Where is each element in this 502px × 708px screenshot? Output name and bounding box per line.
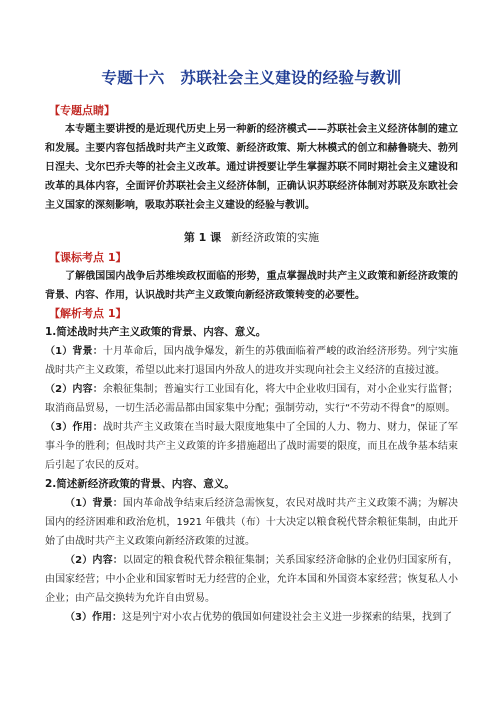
section-2-title: 2.简述新经济政策的背景、内容、意义。 [45, 478, 235, 490]
section-1-item [45, 380, 458, 418]
item-text: 十月革命后，国内战争爆发，新生的苏俄面临着严峻的政治经济形势。列宁实施战时共产主义政策，希望以此来打退国内外敌人的进攻并实现向社会主义经济的直接过渡。 [45, 346, 459, 376]
item-text: 余粮征集制；普遍实行工业国有化，将大中企业收归国有，对小企业实行监督；取消商品贸易，一切生活必需品都由国家集中分配；强制劳动，实行“不劳动不得食”的原则。 [45, 384, 459, 414]
section-1-item [45, 342, 458, 380]
page-title: 专题十六 苏联社会主义建设的经验与教训 [101, 69, 402, 87]
tag-analysis: 【解析考点 1】 [49, 307, 127, 320]
tag-summary: 【专题点睛】 [49, 104, 115, 117]
item-label: （1）背景： [45, 346, 103, 357]
item-label: （3）作用： [65, 612, 122, 623]
section-2-item [45, 551, 458, 608]
item-label: （2）内容： [45, 384, 103, 395]
item-label: （1）背景： [65, 498, 123, 509]
lesson-heading [45, 229, 458, 245]
item-label: （2）内容： [65, 555, 123, 566]
lesson-name: 新经济政策的实施 [231, 231, 320, 244]
tag-standard: 【课标考点 1】 [49, 251, 127, 264]
summary-paragraph: 本专题主要讲授的是近现代历史上另一种新的经济模式——苏联社会主义经济体制的建立和发展。主要内容包括战时共产主义政策、新经济政策、斯大林模式的创立和赫鲁晓夫、勃列日涅夫、戈尔巴乔夫等的社会主义改革。通过讲授要让学生掌握苏联不同时期社会主义建设和改革的具体内容，全面评价苏联社会主义经济体制，正确认识苏联经济体制对苏联及东欧社会主义国家的深刻影响，吸取苏联社会主义建设的经验与教训。 [45, 124, 458, 211]
standard-paragraph: 了解俄国国内战争后苏维埃政权面临的形势，重点掌握战时共产主义政策和新经济政策的背景、内容、作用，认识战时共产主义政策向新经济政策转变的必要性。 [45, 271, 458, 301]
section-2-item [45, 608, 458, 627]
item-label: （3）作用： [45, 422, 103, 433]
section-1-item [45, 418, 458, 475]
item-text: 以固定的粮食税代替余粮征集制；关系国家经济命脉的企业仍归国家所有，由国家经营；中小企业和国家暂时无力经营的企业，允许本国和外国资本家经营；恢复私人小企业；由产品交换转为允许自由贸易。 [45, 555, 459, 604]
item-text: 这是列宁对小农占优势的俄国如何建设社会主义进一步探索的结果，找到了 [121, 612, 452, 623]
lesson-number: 第 1 课 [183, 231, 222, 244]
section-2-item [45, 494, 458, 551]
section-1-title: 1.简述战时共产主义政策的背景、内容、意义。 [45, 326, 267, 338]
item-text: 战时共产主义政策在当时最大限度地集中了全国的人力、物力、财力，保证了军事斗争的胜利；但战时共产主义政策的许多措施超出了战时需要的限度，而且在战争基本结束后引起了农民的反对。 [45, 422, 459, 471]
item-text: 国内革命战争结束后经济急需恢复，农民对战时共产主义政策不满；为解决国内的经济困难和政治危机，1921 年俄共（布）十大决定以粮食税代替余粮征集制，由此开始了由战时共产主义政策向新经济政策的过渡。 [45, 498, 459, 547]
